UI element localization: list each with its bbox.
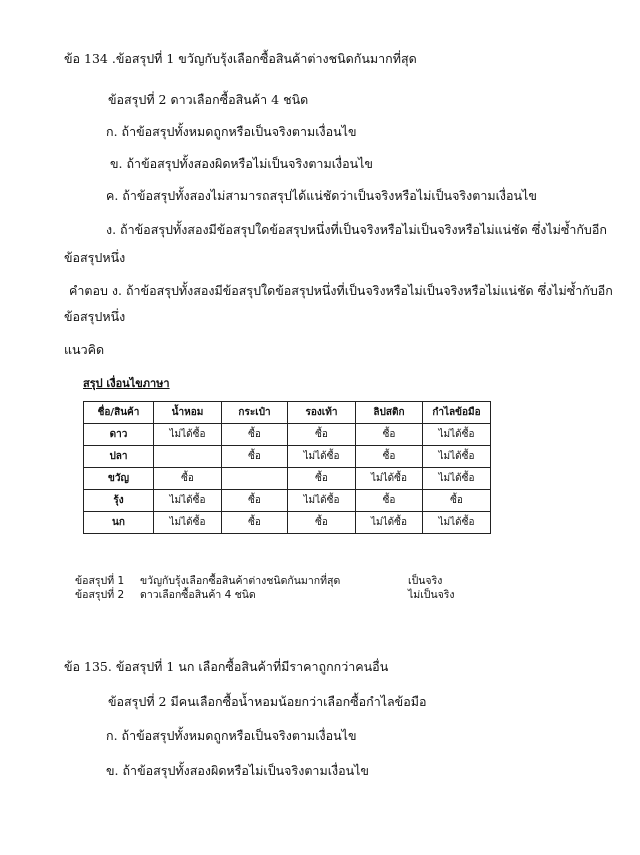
table-cell: ไม่ได้ซื้อ (154, 424, 222, 446)
q134-title-line: ข้อ 134 .ข้อสรุปที่ 1 ขวัญกับรุ้งเลือกซื้อสินค้าต่างชนิดกันมากที่สุด (64, 51, 417, 66)
q134-answer-line2: ข้อสรุปหนึ่ง (64, 309, 126, 324)
table-row-name: รุ้ง (84, 490, 154, 512)
table-cell: ซื้อ (423, 490, 491, 512)
table-cell: ไม่ได้ซื้อ (288, 490, 356, 512)
table-row-name: ขวัญ (84, 468, 154, 490)
table-cell: ซื้อ (222, 512, 288, 534)
conclusion-2-text: ดาวเลือกซื้อสินค้า 4 ชนิด (140, 589, 256, 601)
table-cell: ซื้อ (356, 446, 423, 468)
table-cell (222, 468, 288, 490)
table-cell: ซื้อ (222, 490, 288, 512)
table-cell: ซื้อ (288, 424, 356, 446)
table-header-cell: ชื่อ/สินค้า (84, 402, 154, 424)
table-row-name: ปลา (84, 446, 154, 468)
table-cell: ไม่ได้ซื้อ (288, 446, 356, 468)
table-cell: ซื้อ (222, 424, 288, 446)
q135-conclusion-2-line: ข้อสรุปที่ 2 มีคนเลือกซื้อน้ำหอมน้อยกว่าเลือกซื้อกำไลข้อมือ (108, 694, 427, 709)
table-cell: ไม่ได้ซื้อ (423, 512, 491, 534)
table-cell: ซื้อ (356, 490, 423, 512)
conclusion-2-label: ข้อสรุปที่ 2 (75, 589, 125, 601)
q135-title-line: ข้อ 135. ข้อสรุปที่ 1 นก เลือกซื้อสินค้าที่มีราคาถูกกว่าคนอื่น (64, 659, 389, 674)
condition-table (83, 401, 491, 534)
q134-option-d-line2: ข้อสรุปหนึ่ง (64, 250, 126, 265)
conclusion-1-text: ขวัญกับรุ้งเลือกซื้อสินค้าต่างชนิดกันมากที่สุด (140, 575, 341, 587)
table-cell: ไม่ได้ซื้อ (423, 468, 491, 490)
table-header-cell: กำไลข้อมือ (423, 402, 491, 424)
table-header-cell: ลิปสติก (356, 402, 423, 424)
table-row (84, 490, 491, 512)
q134-conclusion-2-line: ข้อสรุปที่ 2 ดาวเลือกซื้อสินค้า 4 ชนิด (108, 92, 309, 107)
q134-approach-label: แนวคิด (64, 342, 105, 357)
q134-option-a: ก. ถ้าข้อสรุปทั้งหมดถูกหรือเป็นจริงตามเงื่อนไข (106, 124, 357, 139)
table-header-cell: กระเป๋า (222, 402, 288, 424)
table-row (84, 424, 491, 446)
table-cell: ซื้อ (356, 424, 423, 446)
table-row (84, 468, 491, 490)
table-header-cell: รองเท้า (288, 402, 356, 424)
table-cell: ไม่ได้ซื้อ (154, 512, 222, 534)
table-cell: ซื้อ (288, 512, 356, 534)
q134-option-d-line1: ง. ถ้าข้อสรุปทั้งสองมีข้อสรุปใดข้อสรุปหนึ่งที่เป็นจริงหรือไม่เป็นจริงหรือไม่แน่ชัด ซึ่งไม่ซ้ำกับอีก (106, 222, 607, 237)
conclusion-2-result: ไม่เป็นจริง (408, 589, 455, 601)
table-cell: ไม่ได้ซื้อ (356, 512, 423, 534)
table-cell: ไม่ได้ซื้อ (356, 468, 423, 490)
table-cell: ไม่ได้ซื้อ (154, 490, 222, 512)
summary-title: สรุป เงื่อนไขภาษา (83, 377, 170, 390)
conclusion-1-result: เป็นจริง (408, 575, 443, 587)
q134-option-b: ข. ถ้าข้อสรุปทั้งสองผิดหรือไม่เป็นจริงตามเงื่อนไข (110, 156, 373, 171)
q135-option-b: ข. ถ้าข้อสรุปทั้งสองผิดหรือไม่เป็นจริงตามเงื่อนไข (106, 763, 369, 778)
table-row (84, 446, 491, 468)
table-cell: ไม่ได้ซื้อ (423, 446, 491, 468)
table-cell (154, 446, 222, 468)
table-cell: ไม่ได้ซื้อ (423, 424, 491, 446)
table-header-cell: น้ำหอม (154, 402, 222, 424)
table-row-name: ดาว (84, 424, 154, 446)
conclusion-1-label: ข้อสรุปที่ 1 (75, 575, 125, 587)
q134-option-c: ค. ถ้าข้อสรุปทั้งสองไม่สามารถสรุปได้แน่ชัดว่าเป็นจริงหรือไม่เป็นจริงตามเงื่อนไข (106, 188, 537, 203)
table-row (84, 512, 491, 534)
table-cell: ซื้อ (154, 468, 222, 490)
table-cell: ซื้อ (222, 446, 288, 468)
table-header-row (84, 402, 491, 424)
table-cell: ซื้อ (288, 468, 356, 490)
q134-answer-line1: คำตอบ ง. ถ้าข้อสรุปทั้งสองมีข้อสรุปใดข้อสรุปหนึ่งที่เป็นจริงหรือไม่เป็นจริงหรือไม่แน่ชัด ซึ่งไม่ซ้ำกับอีก (69, 283, 613, 298)
table-row-name: นก (84, 512, 154, 534)
q135-option-a: ก. ถ้าข้อสรุปทั้งหมดถูกหรือเป็นจริงตามเงื่อนไข (106, 728, 357, 743)
